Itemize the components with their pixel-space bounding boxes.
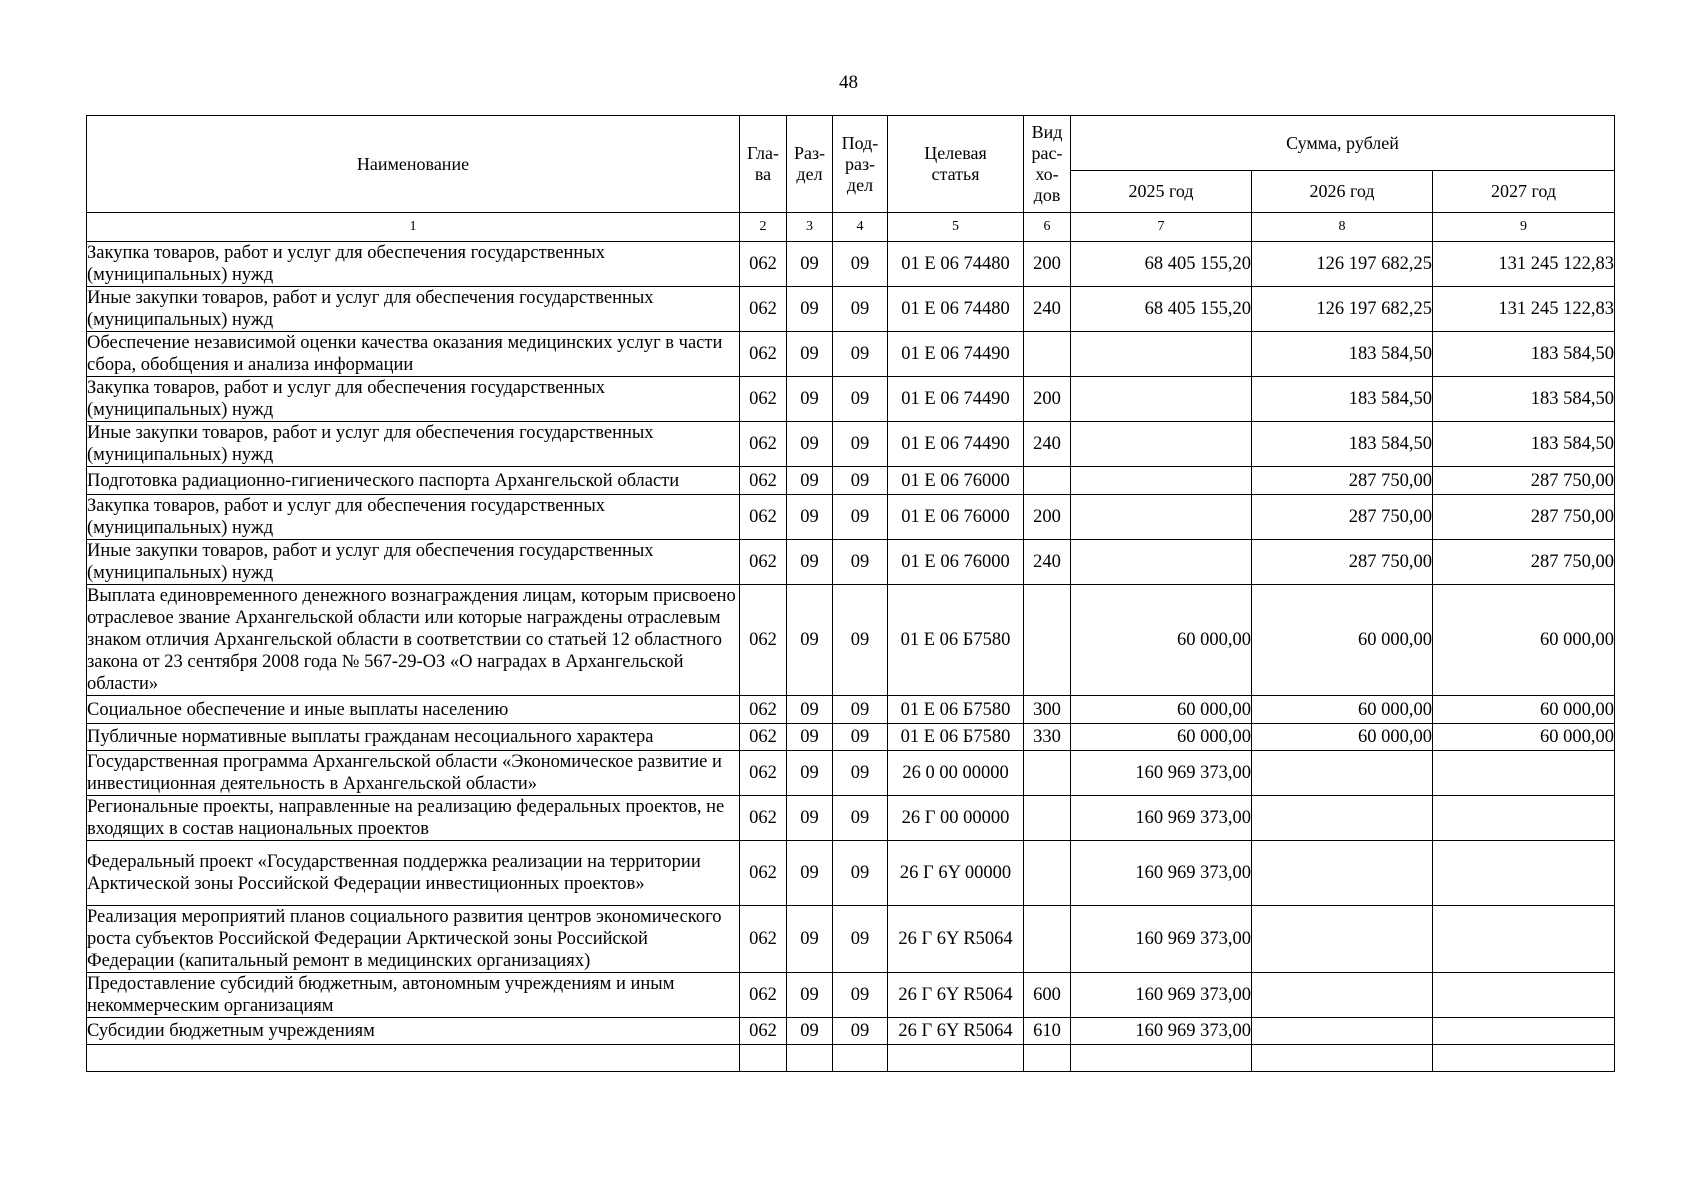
row-section: 09	[787, 287, 833, 332]
row-expense-type	[1024, 751, 1071, 796]
row-subsection: 09	[833, 1018, 888, 1045]
budget-table	[86, 115, 1615, 1072]
table-row	[87, 724, 1615, 751]
row-sum-2025: 68 405 155,20	[1071, 242, 1252, 287]
row-sum-2026	[1252, 906, 1433, 973]
row-sum-2025: 160 969 373,00	[1071, 841, 1252, 906]
row-name: Выплата единовременного денежного вознаграждения лицам, которым присвоено отраслевое звание Архангельской области или которые награждены отраслевым знаком отличия Архангельской области в соответствии со статьей 12 областного закона от 23 сентября 2008 года № 567-29-ОЗ «О наградах в Архангельской области»	[87, 585, 740, 696]
row-target: 01 Е 06 74490	[888, 332, 1024, 377]
row-sum-2025	[1071, 467, 1252, 495]
row-name: Закупка товаров, работ и услуг для обеспечения государственных (муниципальных) нужд	[87, 242, 740, 287]
row-name: Подготовка радиационно-гигиенического паспорта Архангельской области	[87, 467, 740, 495]
row-name: Государственная программа Архангельской области «Экономическое развитие и инвестиционная деятельность в Архангельской области»	[87, 751, 740, 796]
row-sum-2025	[1071, 332, 1252, 377]
row-chapter: 062	[740, 377, 787, 422]
row-subsection: 09	[833, 540, 888, 585]
row-section	[787, 1045, 833, 1072]
row-name: Социальное обеспечение и иные выплаты населению	[87, 696, 740, 724]
row-expense-type: 600	[1024, 973, 1071, 1018]
row-sum-2025: 160 969 373,00	[1071, 1018, 1252, 1045]
row-subsection: 09	[833, 242, 888, 287]
row-section: 09	[787, 495, 833, 540]
row-sum-2026: 60 000,00	[1252, 724, 1433, 751]
header-expense-type	[1024, 116, 1071, 213]
row-name: Обеспечение независимой оценки качества оказания медицинских услуг в части сбора, обобщения и анализа информации	[87, 332, 740, 377]
row-sum-2025: 60 000,00	[1071, 585, 1252, 696]
row-section: 09	[787, 696, 833, 724]
row-sum-2025: 68 405 155,20	[1071, 287, 1252, 332]
row-expense-type: 300	[1024, 696, 1071, 724]
row-section: 09	[787, 377, 833, 422]
row-subsection: 09	[833, 287, 888, 332]
header-year-2027: 2027 год	[1433, 171, 1615, 213]
row-subsection: 09	[833, 796, 888, 841]
row-chapter: 062	[740, 973, 787, 1018]
header-chapter-text: Гла- ва	[746, 143, 780, 184]
column-number: 3	[787, 213, 833, 242]
row-subsection: 09	[833, 841, 888, 906]
row-name: Федеральный проект «Государственная поддержка реализации на территории Арктической зоны Российской Федерации инвестиционных проектов»	[87, 841, 740, 906]
row-sum-2025: 160 969 373,00	[1071, 751, 1252, 796]
row-subsection: 09	[833, 332, 888, 377]
row-sum-2027	[1433, 1045, 1615, 1072]
row-section: 09	[787, 841, 833, 906]
row-section: 09	[787, 242, 833, 287]
row-sum-2026	[1252, 1045, 1433, 1072]
row-subsection: 09	[833, 422, 888, 467]
header-subsection	[833, 116, 888, 213]
row-sum-2025: 60 000,00	[1071, 724, 1252, 751]
row-expense-type	[1024, 585, 1071, 696]
row-sum-2027	[1433, 906, 1615, 973]
row-chapter: 062	[740, 242, 787, 287]
row-section: 09	[787, 332, 833, 377]
row-sum-2026: 287 750,00	[1252, 540, 1433, 585]
row-section: 09	[787, 724, 833, 751]
row-chapter: 062	[740, 332, 787, 377]
row-sum-2027	[1433, 751, 1615, 796]
row-sum-2027: 60 000,00	[1433, 696, 1615, 724]
row-chapter: 062	[740, 796, 787, 841]
table-row	[87, 796, 1615, 841]
row-sum-2026	[1252, 841, 1433, 906]
row-subsection: 09	[833, 467, 888, 495]
row-expense-type: 240	[1024, 287, 1071, 332]
row-name: Предоставление субсидий бюджетным, автономным учреждениям и иным некоммерческим организациям	[87, 973, 740, 1018]
header-subsection-text: Под- раз- дел	[841, 132, 879, 195]
row-target: 01 Е 06 74480	[888, 242, 1024, 287]
table-row	[87, 377, 1615, 422]
row-chapter: 062	[740, 751, 787, 796]
row-target: 26 Г 6Y R5064	[888, 906, 1024, 973]
row-expense-type	[1024, 796, 1071, 841]
row-target: 01 Е 06 74480	[888, 287, 1024, 332]
row-sum-2025	[1071, 1045, 1252, 1072]
header-year-2025: 2025 год	[1071, 171, 1252, 213]
table-row	[87, 1045, 1615, 1072]
row-sum-2025: 160 969 373,00	[1071, 973, 1252, 1018]
row-section: 09	[787, 467, 833, 495]
row-target: 01 Е 06 76000	[888, 540, 1024, 585]
row-target: 26 0 00 00000	[888, 751, 1024, 796]
row-subsection: 09	[833, 585, 888, 696]
table-row	[87, 841, 1615, 906]
row-sum-2026: 60 000,00	[1252, 585, 1433, 696]
row-expense-type	[1024, 906, 1071, 973]
row-name	[87, 1045, 740, 1072]
row-name: Закупка товаров, работ и услуг для обеспечения государственных (муниципальных) нужд	[87, 495, 740, 540]
row-expense-type: 240	[1024, 422, 1071, 467]
row-name: Иные закупки товаров, работ и услуг для обеспечения государственных (муниципальных) нужд	[87, 287, 740, 332]
row-sum-2027: 287 750,00	[1433, 467, 1615, 495]
row-sum-2027: 60 000,00	[1433, 724, 1615, 751]
row-expense-type: 200	[1024, 377, 1071, 422]
row-sum-2027: 131 245 122,83	[1433, 287, 1615, 332]
row-sum-2025	[1071, 495, 1252, 540]
row-name: Иные закупки товаров, работ и услуг для обеспечения государственных (муниципальных) нужд	[87, 540, 740, 585]
column-number: 8	[1252, 213, 1433, 242]
table-row	[87, 585, 1615, 696]
row-sum-2026	[1252, 796, 1433, 841]
row-sum-2027	[1433, 973, 1615, 1018]
row-section: 09	[787, 796, 833, 841]
row-target: 01 Е 06 Б7580	[888, 585, 1024, 696]
row-expense-type: 200	[1024, 242, 1071, 287]
row-expense-type: 200	[1024, 495, 1071, 540]
row-section: 09	[787, 973, 833, 1018]
row-sum-2025: 60 000,00	[1071, 696, 1252, 724]
header-name: Наименование	[87, 116, 740, 213]
column-number: 5	[888, 213, 1024, 242]
row-name: Региональные проекты, направленные на реализацию федеральных проектов, не входящих в состав национальных проектов	[87, 796, 740, 841]
row-sum-2027: 287 750,00	[1433, 495, 1615, 540]
row-target: 26 Г 6Y R5064	[888, 1018, 1024, 1045]
header-target	[888, 116, 1024, 213]
row-chapter: 062	[740, 287, 787, 332]
row-section: 09	[787, 540, 833, 585]
header-sum: Сумма, рублей	[1071, 116, 1615, 171]
table-row	[87, 696, 1615, 724]
row-sum-2026	[1252, 1018, 1433, 1045]
row-expense-type: 330	[1024, 724, 1071, 751]
row-sum-2025: 160 969 373,00	[1071, 796, 1252, 841]
row-expense-type	[1024, 467, 1071, 495]
row-chapter: 062	[740, 467, 787, 495]
row-chapter: 062	[740, 540, 787, 585]
row-sum-2026: 126 197 682,25	[1252, 242, 1433, 287]
row-subsection: 09	[833, 495, 888, 540]
row-expense-type	[1024, 841, 1071, 906]
row-sum-2027: 183 584,50	[1433, 422, 1615, 467]
column-number: 4	[833, 213, 888, 242]
row-section: 09	[787, 422, 833, 467]
row-subsection: 09	[833, 696, 888, 724]
row-sum-2025	[1071, 422, 1252, 467]
column-number: 6	[1024, 213, 1071, 242]
row-subsection: 09	[833, 906, 888, 973]
row-chapter: 062	[740, 422, 787, 467]
header-section	[787, 116, 833, 213]
row-chapter: 062	[740, 585, 787, 696]
column-number-row	[87, 213, 1615, 242]
table-row	[87, 751, 1615, 796]
row-sum-2026: 287 750,00	[1252, 467, 1433, 495]
row-subsection: 09	[833, 724, 888, 751]
row-sum-2026: 183 584,50	[1252, 377, 1433, 422]
row-expense-type: 240	[1024, 540, 1071, 585]
column-number: 9	[1433, 213, 1615, 242]
table-row	[87, 467, 1615, 495]
row-section: 09	[787, 1018, 833, 1045]
row-name: Публичные нормативные выплаты гражданам несоциального характера	[87, 724, 740, 751]
table-row	[87, 906, 1615, 973]
row-sum-2027: 60 000,00	[1433, 585, 1615, 696]
row-sum-2026: 287 750,00	[1252, 495, 1433, 540]
table-row	[87, 540, 1615, 585]
row-subsection	[833, 1045, 888, 1072]
row-sum-2026: 183 584,50	[1252, 332, 1433, 377]
row-sum-2026: 183 584,50	[1252, 422, 1433, 467]
row-subsection: 09	[833, 377, 888, 422]
table-row	[87, 1018, 1615, 1045]
row-sum-2026	[1252, 751, 1433, 796]
row-target: 01 Е 06 Б7580	[888, 696, 1024, 724]
row-sum-2027: 183 584,50	[1433, 332, 1615, 377]
row-chapter: 062	[740, 1018, 787, 1045]
page-number: 48	[839, 72, 858, 93]
row-subsection: 09	[833, 751, 888, 796]
header-target-text: Целевая статья	[924, 143, 987, 184]
header-year-2026: 2026 год	[1252, 171, 1433, 213]
row-sum-2026	[1252, 973, 1433, 1018]
row-name: Закупка товаров, работ и услуг для обеспечения государственных (муниципальных) нужд	[87, 377, 740, 422]
row-sum-2026: 126 197 682,25	[1252, 287, 1433, 332]
row-chapter: 062	[740, 696, 787, 724]
row-chapter: 062	[740, 724, 787, 751]
row-chapter: 062	[740, 495, 787, 540]
row-sum-2025: 160 969 373,00	[1071, 906, 1252, 973]
row-target	[888, 1045, 1024, 1072]
row-expense-type	[1024, 1045, 1071, 1072]
column-number: 1	[87, 213, 740, 242]
table-row	[87, 242, 1615, 287]
table-row	[87, 973, 1615, 1018]
row-section: 09	[787, 585, 833, 696]
row-sum-2027: 183 584,50	[1433, 377, 1615, 422]
row-subsection: 09	[833, 973, 888, 1018]
row-target: 26 Г 00 00000	[888, 796, 1024, 841]
row-chapter	[740, 1045, 787, 1072]
row-sum-2025	[1071, 377, 1252, 422]
row-name: Иные закупки товаров, работ и услуг для обеспечения государственных (муниципальных) нужд	[87, 422, 740, 467]
row-sum-2027	[1433, 796, 1615, 841]
table-row	[87, 422, 1615, 467]
row-section: 09	[787, 906, 833, 973]
header-section-text: Раз- дел	[793, 143, 826, 184]
header-chapter	[740, 116, 787, 213]
column-number: 2	[740, 213, 787, 242]
column-number: 7	[1071, 213, 1252, 242]
row-sum-2027: 131 245 122,83	[1433, 242, 1615, 287]
row-sum-2027: 287 750,00	[1433, 540, 1615, 585]
row-target: 26 Г 6Y 00000	[888, 841, 1024, 906]
row-target: 01 Е 06 74490	[888, 377, 1024, 422]
row-name: Субсидии бюджетным учреждениям	[87, 1018, 740, 1045]
row-expense-type: 610	[1024, 1018, 1071, 1045]
row-sum-2027	[1433, 841, 1615, 906]
header-expense-type-text: Вид рас- хо- дов	[1031, 122, 1063, 205]
row-target: 01 Е 06 76000	[888, 495, 1024, 540]
row-name: Реализация мероприятий планов социального развития центров экономического роста субъектов Российской Федерации Арктической зоны Российской Федерации (капитальный ремонт в медицинских организациях)	[87, 906, 740, 973]
row-target: 01 Е 06 Б7580	[888, 724, 1024, 751]
row-target: 26 Г 6Y R5064	[888, 973, 1024, 1018]
row-section: 09	[787, 751, 833, 796]
row-sum-2025	[1071, 540, 1252, 585]
row-sum-2026: 60 000,00	[1252, 696, 1433, 724]
row-sum-2027	[1433, 1018, 1615, 1045]
row-expense-type	[1024, 332, 1071, 377]
table-row	[87, 495, 1615, 540]
row-target: 01 Е 06 76000	[888, 467, 1024, 495]
table-row	[87, 287, 1615, 332]
row-chapter: 062	[740, 906, 787, 973]
row-chapter: 062	[740, 841, 787, 906]
table-row	[87, 332, 1615, 377]
row-target: 01 Е 06 74490	[888, 422, 1024, 467]
